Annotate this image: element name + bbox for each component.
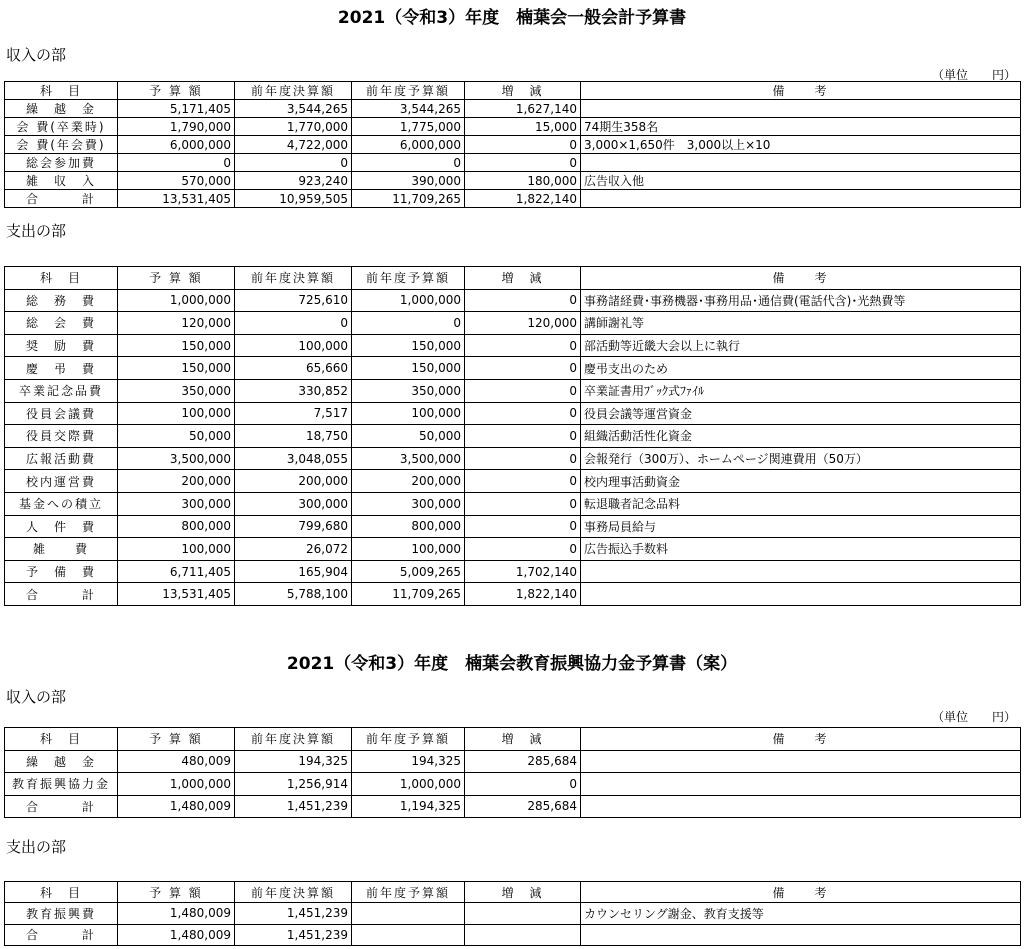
amount-cell: 3,544,265	[352, 100, 465, 118]
amount-cell: 3,500,000	[118, 447, 235, 470]
amount-cell: 1,480,009	[118, 924, 235, 945]
remarks-cell: 卒業証書用ﾌﾞｯｸ式ﾌｧｲﾙ	[581, 379, 1021, 402]
table-row	[5, 560, 1021, 583]
amount-cell: 65,660	[235, 357, 352, 380]
amount-cell: 1,480,009	[118, 903, 235, 924]
subject-cell: 慶 弔 費	[5, 357, 118, 380]
amount-cell: 0	[465, 470, 581, 493]
amount-cell: 180,000	[465, 172, 581, 190]
subject-cell: 教育振興協力金	[5, 773, 118, 796]
remarks-cell: 役員会議等運営資金	[581, 402, 1021, 425]
remarks-cell: 事務諸経費･事務機器･事務用品･通信費(電話代含)･光熱費等	[581, 289, 1021, 312]
amount-cell: 300,000	[352, 492, 465, 515]
column-header: 増 減	[465, 728, 581, 751]
subject-cell: 人 件 費	[5, 515, 118, 538]
table-row	[5, 154, 1021, 172]
amount-cell: 300,000	[118, 492, 235, 515]
remarks-cell: 校内理事活動資金	[581, 470, 1021, 493]
amount-cell: 3,048,055	[235, 447, 352, 470]
amount-cell: 0	[465, 538, 581, 561]
amount-cell: 1,000,000	[118, 773, 235, 796]
amount-cell: 1,702,140	[465, 560, 581, 583]
amount-cell: 100,000	[118, 402, 235, 425]
amount-cell: 100,000	[352, 538, 465, 561]
subject-cell: 繰 越 金	[5, 750, 118, 773]
amount-cell	[465, 924, 581, 945]
remarks-cell	[581, 795, 1021, 818]
amount-cell: 725,610	[235, 289, 352, 312]
column-header: 前年度決算額	[235, 728, 352, 751]
table-header-row	[5, 82, 1021, 100]
amount-cell	[352, 903, 465, 924]
education-unit-label: （単位 円）	[931, 710, 1016, 724]
amount-cell: 0	[465, 773, 581, 796]
amount-cell: 200,000	[352, 470, 465, 493]
amount-cell: 285,684	[465, 750, 581, 773]
general-unit-label: （単位 円）	[931, 68, 1016, 82]
amount-cell: 0	[118, 154, 235, 172]
general-income-table	[4, 81, 1021, 208]
amount-cell: 350,000	[118, 379, 235, 402]
amount-cell: 6,000,000	[352, 136, 465, 154]
remarks-cell	[581, 190, 1021, 208]
remarks-cell: 組織活動活性化資金	[581, 425, 1021, 448]
amount-cell: 0	[235, 154, 352, 172]
subject-cell: 合 計	[5, 190, 118, 208]
amount-cell: 1,822,140	[465, 583, 581, 606]
table-row	[5, 583, 1021, 606]
amount-cell: 100,000	[352, 402, 465, 425]
table-row	[5, 357, 1021, 380]
subject-cell: 役員会議費	[5, 402, 118, 425]
amount-cell	[352, 924, 465, 945]
amount-cell: 3,500,000	[352, 447, 465, 470]
subject-cell: 繰 越 金	[5, 100, 118, 118]
amount-cell: 10,959,505	[235, 190, 352, 208]
subject-cell: 総 務 費	[5, 289, 118, 312]
amount-cell: 100,000	[118, 538, 235, 561]
amount-cell: 3,544,265	[235, 100, 352, 118]
amount-cell: 300,000	[235, 492, 352, 515]
remarks-cell: 広告収入他	[581, 172, 1021, 190]
amount-cell: 570,000	[118, 172, 235, 190]
column-header: 備 考	[581, 82, 1021, 100]
amount-cell: 0	[465, 447, 581, 470]
amount-cell: 13,531,405	[118, 190, 235, 208]
amount-cell: 0	[465, 289, 581, 312]
amount-cell: 50,000	[352, 425, 465, 448]
amount-cell: 1,480,009	[118, 795, 235, 818]
amount-cell: 390,000	[352, 172, 465, 190]
column-header: 科 目	[5, 267, 118, 290]
column-header: 増 減	[465, 267, 581, 290]
amount-cell: 26,072	[235, 538, 352, 561]
amount-cell: 120,000	[465, 312, 581, 335]
amount-cell	[465, 903, 581, 924]
table-row	[5, 312, 1021, 335]
education-expense-table	[4, 881, 1021, 946]
table-row	[5, 289, 1021, 312]
amount-cell: 194,325	[352, 750, 465, 773]
column-header: 備 考	[581, 267, 1021, 290]
amount-cell: 1,451,239	[235, 924, 352, 945]
column-header: 増 減	[465, 82, 581, 100]
amount-cell: 15,000	[465, 118, 581, 136]
table-row	[5, 795, 1021, 818]
table-row	[5, 470, 1021, 493]
table-row	[5, 379, 1021, 402]
table-row	[5, 538, 1021, 561]
table-row	[5, 172, 1021, 190]
amount-cell: 0	[465, 136, 581, 154]
subject-cell: 会 費(年会費)	[5, 136, 118, 154]
subject-cell: 雑 収 入	[5, 172, 118, 190]
amount-cell: 200,000	[235, 470, 352, 493]
column-header: 予 算 額	[118, 882, 235, 903]
subject-cell: 雑 費	[5, 538, 118, 561]
amount-cell: 0	[465, 334, 581, 357]
column-header: 前年度予算額	[352, 82, 465, 100]
amount-cell: 150,000	[352, 334, 465, 357]
general-expense-table	[4, 266, 1021, 606]
table-row	[5, 903, 1021, 924]
amount-cell: 330,852	[235, 379, 352, 402]
general-budget-title: 2021（令和3）年度 楠葉会一般会計予算書	[337, 8, 687, 28]
amount-cell: 285,684	[465, 795, 581, 818]
column-header: 前年度決算額	[235, 267, 352, 290]
amount-cell: 0	[465, 357, 581, 380]
amount-cell: 11,709,265	[352, 583, 465, 606]
table-row	[5, 100, 1021, 118]
table-header-row	[5, 882, 1021, 903]
subject-cell: 会 費(卒業時)	[5, 118, 118, 136]
column-header: 前年度決算額	[235, 82, 352, 100]
amount-cell: 4,722,000	[235, 136, 352, 154]
table-row	[5, 515, 1021, 538]
amount-cell: 120,000	[118, 312, 235, 335]
amount-cell: 100,000	[235, 334, 352, 357]
amount-cell: 50,000	[118, 425, 235, 448]
remarks-cell	[581, 750, 1021, 773]
amount-cell: 5,788,100	[235, 583, 352, 606]
column-header: 予 算 額	[118, 267, 235, 290]
remarks-cell: 部活動等近畿大会以上に執行	[581, 334, 1021, 357]
table-row	[5, 492, 1021, 515]
column-header: 前年度予算額	[352, 728, 465, 751]
amount-cell: 0	[465, 402, 581, 425]
amount-cell: 350,000	[352, 379, 465, 402]
amount-cell: 18,750	[235, 425, 352, 448]
table-row	[5, 136, 1021, 154]
amount-cell: 800,000	[352, 515, 465, 538]
subject-cell: 合 計	[5, 583, 118, 606]
amount-cell: 1,770,000	[235, 118, 352, 136]
subject-cell: 校内運営費	[5, 470, 118, 493]
amount-cell: 6,000,000	[118, 136, 235, 154]
remarks-cell: 広告振込手数料	[581, 538, 1021, 561]
amount-cell: 1,000,000	[118, 289, 235, 312]
remarks-cell: 事務局員給与	[581, 515, 1021, 538]
column-header: 増 減	[465, 882, 581, 903]
table-row	[5, 334, 1021, 357]
column-header: 前年度予算額	[352, 267, 465, 290]
amount-cell: 1,822,140	[465, 190, 581, 208]
amount-cell: 1,627,140	[465, 100, 581, 118]
remarks-cell: 慶弔支出のため	[581, 357, 1021, 380]
column-header: 科 目	[5, 728, 118, 751]
remarks-cell: 3,000×1,650件 3,000以上×10	[581, 136, 1021, 154]
table-row	[5, 924, 1021, 945]
column-header: 予 算 額	[118, 82, 235, 100]
remarks-cell	[581, 773, 1021, 796]
amount-cell: 1,000,000	[352, 773, 465, 796]
amount-cell: 1,194,325	[352, 795, 465, 818]
amount-cell: 150,000	[352, 357, 465, 380]
amount-cell: 923,240	[235, 172, 352, 190]
table-header-row	[5, 267, 1021, 290]
table-row	[5, 750, 1021, 773]
remarks-cell: 会報発行（300万）、ホームページ関連費用（50万）	[581, 447, 1021, 470]
column-header: 科 目	[5, 882, 118, 903]
table-header-row	[5, 728, 1021, 751]
amount-cell: 1,451,239	[235, 795, 352, 818]
amount-cell: 0	[465, 515, 581, 538]
remarks-cell: 転退職者記念品料	[581, 492, 1021, 515]
column-header: 予 算 額	[118, 728, 235, 751]
amount-cell: 0	[465, 379, 581, 402]
amount-cell: 0	[465, 425, 581, 448]
amount-cell: 7,517	[235, 402, 352, 425]
amount-cell: 5,171,405	[118, 100, 235, 118]
amount-cell: 11,709,265	[352, 190, 465, 208]
table-row	[5, 773, 1021, 796]
amount-cell: 1,451,239	[235, 903, 352, 924]
subject-cell: 教育振興費	[5, 903, 118, 924]
column-header: 前年度決算額	[235, 882, 352, 903]
table-row	[5, 190, 1021, 208]
column-header: 科 目	[5, 82, 118, 100]
amount-cell: 165,904	[235, 560, 352, 583]
general-expense-section-label: 支出の部	[6, 222, 67, 240]
subject-cell: 役員交際費	[5, 425, 118, 448]
subject-cell: 総 会 費	[5, 312, 118, 335]
subject-cell: 広報活動費	[5, 447, 118, 470]
amount-cell: 480,009	[118, 750, 235, 773]
education-budget-title: 2021（令和3）年度 楠葉会教育振興協力金予算書（案）	[286, 654, 738, 674]
education-income-section-label: 収入の部	[6, 688, 67, 706]
table-row	[5, 425, 1021, 448]
remarks-cell	[581, 100, 1021, 118]
amount-cell: 1,790,000	[118, 118, 235, 136]
column-header: 前年度予算額	[352, 882, 465, 903]
amount-cell: 150,000	[118, 334, 235, 357]
remarks-cell	[581, 924, 1021, 945]
amount-cell: 1,000,000	[352, 289, 465, 312]
remarks-cell	[581, 560, 1021, 583]
amount-cell: 150,000	[118, 357, 235, 380]
remarks-cell: 74期生358名	[581, 118, 1021, 136]
subject-cell: 合 計	[5, 795, 118, 818]
subject-cell: 基金への積立	[5, 492, 118, 515]
table-row	[5, 402, 1021, 425]
amount-cell: 0	[465, 154, 581, 172]
education-expense-section-label: 支出の部	[6, 838, 67, 856]
subject-cell: 合 計	[5, 924, 118, 945]
amount-cell: 0	[465, 492, 581, 515]
general-income-section-label: 収入の部	[6, 46, 67, 64]
amount-cell: 5,009,265	[352, 560, 465, 583]
subject-cell: 総会参加費	[5, 154, 118, 172]
amount-cell: 0	[235, 312, 352, 335]
amount-cell: 0	[352, 154, 465, 172]
column-header: 備 考	[581, 882, 1021, 903]
amount-cell: 1,256,914	[235, 773, 352, 796]
amount-cell: 800,000	[118, 515, 235, 538]
subject-cell: 奨 励 費	[5, 334, 118, 357]
amount-cell: 6,711,405	[118, 560, 235, 583]
remarks-cell	[581, 154, 1021, 172]
table-row	[5, 447, 1021, 470]
amount-cell: 0	[352, 312, 465, 335]
amount-cell: 194,325	[235, 750, 352, 773]
amount-cell: 200,000	[118, 470, 235, 493]
subject-cell: 卒業記念品費	[5, 379, 118, 402]
subject-cell: 予 備 費	[5, 560, 118, 583]
table-row	[5, 118, 1021, 136]
remarks-cell: カウンセリング謝金、教育支援等	[581, 903, 1021, 924]
remarks-cell: 講師謝礼等	[581, 312, 1021, 335]
column-header: 備 考	[581, 728, 1021, 751]
amount-cell: 1,775,000	[352, 118, 465, 136]
amount-cell: 13,531,405	[118, 583, 235, 606]
amount-cell: 799,680	[235, 515, 352, 538]
remarks-cell	[581, 583, 1021, 606]
education-income-table	[4, 727, 1021, 818]
